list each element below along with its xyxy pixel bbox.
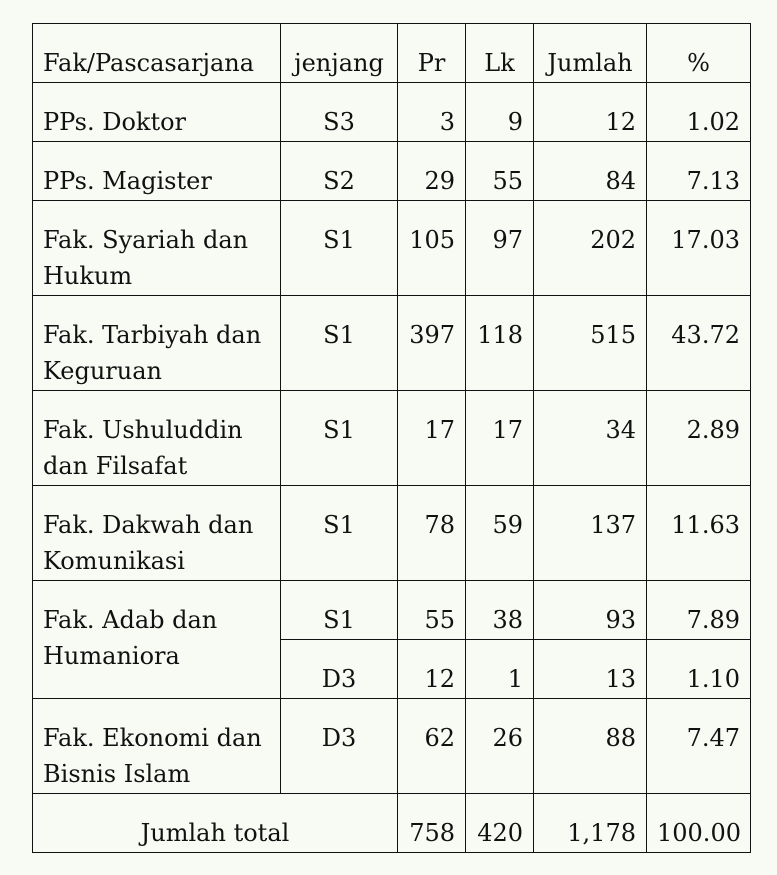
faculty-cell: Fak. Tarbiyah dan Keguruan (33, 296, 281, 391)
female-cell: 29 (398, 142, 466, 201)
level-cell: S1 (281, 486, 398, 581)
table-row (33, 142, 751, 201)
female-cell: 62 (398, 699, 466, 794)
female-cell: 3 (398, 83, 466, 142)
percent-cell: 7.13 (647, 142, 751, 201)
header-percent: % (647, 24, 751, 83)
total-cell: 34 (534, 391, 647, 486)
male-cell: 55 (466, 142, 534, 201)
faculty-cell: PPs. Doktor (33, 83, 281, 142)
percent-cell: 7.47 (647, 699, 751, 794)
percent-cell: 1.02 (647, 83, 751, 142)
faculty-cell: PPs. Magister (33, 142, 281, 201)
faculty-cell: Fak. Dakwah dan Komunikasi (33, 486, 281, 581)
total-cell: 88 (534, 699, 647, 794)
female-cell: 55 (398, 581, 466, 640)
total-cell: 84 (534, 142, 647, 201)
enrollment-table (32, 23, 751, 853)
table-row (33, 201, 751, 296)
faculty-cell: Fak. Syariah dan Hukum (33, 201, 281, 296)
female-cell: 397 (398, 296, 466, 391)
total-cell: 137 (534, 486, 647, 581)
percent-cell: 7.89 (647, 581, 751, 640)
total-cell: 13 (534, 640, 647, 699)
level-cell: S1 (281, 201, 398, 296)
percent-cell: 43.72 (647, 296, 751, 391)
total-cell: 202 (534, 201, 647, 296)
grand-total: 1,178 (534, 794, 647, 853)
percent-cell: 17.03 (647, 201, 751, 296)
total-female: 758 (398, 794, 466, 853)
header-faculty: Fak/Pascasarjana (33, 24, 281, 83)
header-total: Jumlah (534, 24, 647, 83)
total-cell: 93 (534, 581, 647, 640)
level-cell: S1 (281, 296, 398, 391)
total-label: Jumlah total (33, 794, 398, 853)
male-cell: 59 (466, 486, 534, 581)
male-cell: 9 (466, 83, 534, 142)
male-cell: 118 (466, 296, 534, 391)
male-cell: 17 (466, 391, 534, 486)
faculty-cell: Fak. Ushuluddin dan Filsafat (33, 391, 281, 486)
faculty-cell: Fak. Adab dan Humaniora (33, 581, 281, 699)
header-level: jenjang (281, 24, 398, 83)
female-cell: 12 (398, 640, 466, 699)
total-percent: 100.00 (647, 794, 751, 853)
level-cell: D3 (281, 699, 398, 794)
female-cell: 78 (398, 486, 466, 581)
percent-cell: 1.10 (647, 640, 751, 699)
male-cell: 97 (466, 201, 534, 296)
total-cell: 515 (534, 296, 647, 391)
male-cell: 26 (466, 699, 534, 794)
table-row (33, 581, 751, 640)
header-female: Pr (398, 24, 466, 83)
table-row (33, 486, 751, 581)
total-male: 420 (466, 794, 534, 853)
female-cell: 105 (398, 201, 466, 296)
male-cell: 38 (466, 581, 534, 640)
level-cell: S2 (281, 142, 398, 201)
total-cell: 12 (534, 83, 647, 142)
percent-cell: 11.63 (647, 486, 751, 581)
level-cell: S1 (281, 391, 398, 486)
table-row (33, 83, 751, 142)
header-row (33, 24, 751, 83)
table-row (33, 699, 751, 794)
level-cell: D3 (281, 640, 398, 699)
table-row (33, 296, 751, 391)
table-row (33, 391, 751, 486)
level-cell: S3 (281, 83, 398, 142)
female-cell: 17 (398, 391, 466, 486)
header-male: Lk (466, 24, 534, 83)
male-cell: 1 (466, 640, 534, 699)
total-row (33, 794, 751, 853)
level-cell: S1 (281, 581, 398, 640)
percent-cell: 2.89 (647, 391, 751, 486)
faculty-cell: Fak. Ekonomi dan Bisnis Islam (33, 699, 281, 794)
